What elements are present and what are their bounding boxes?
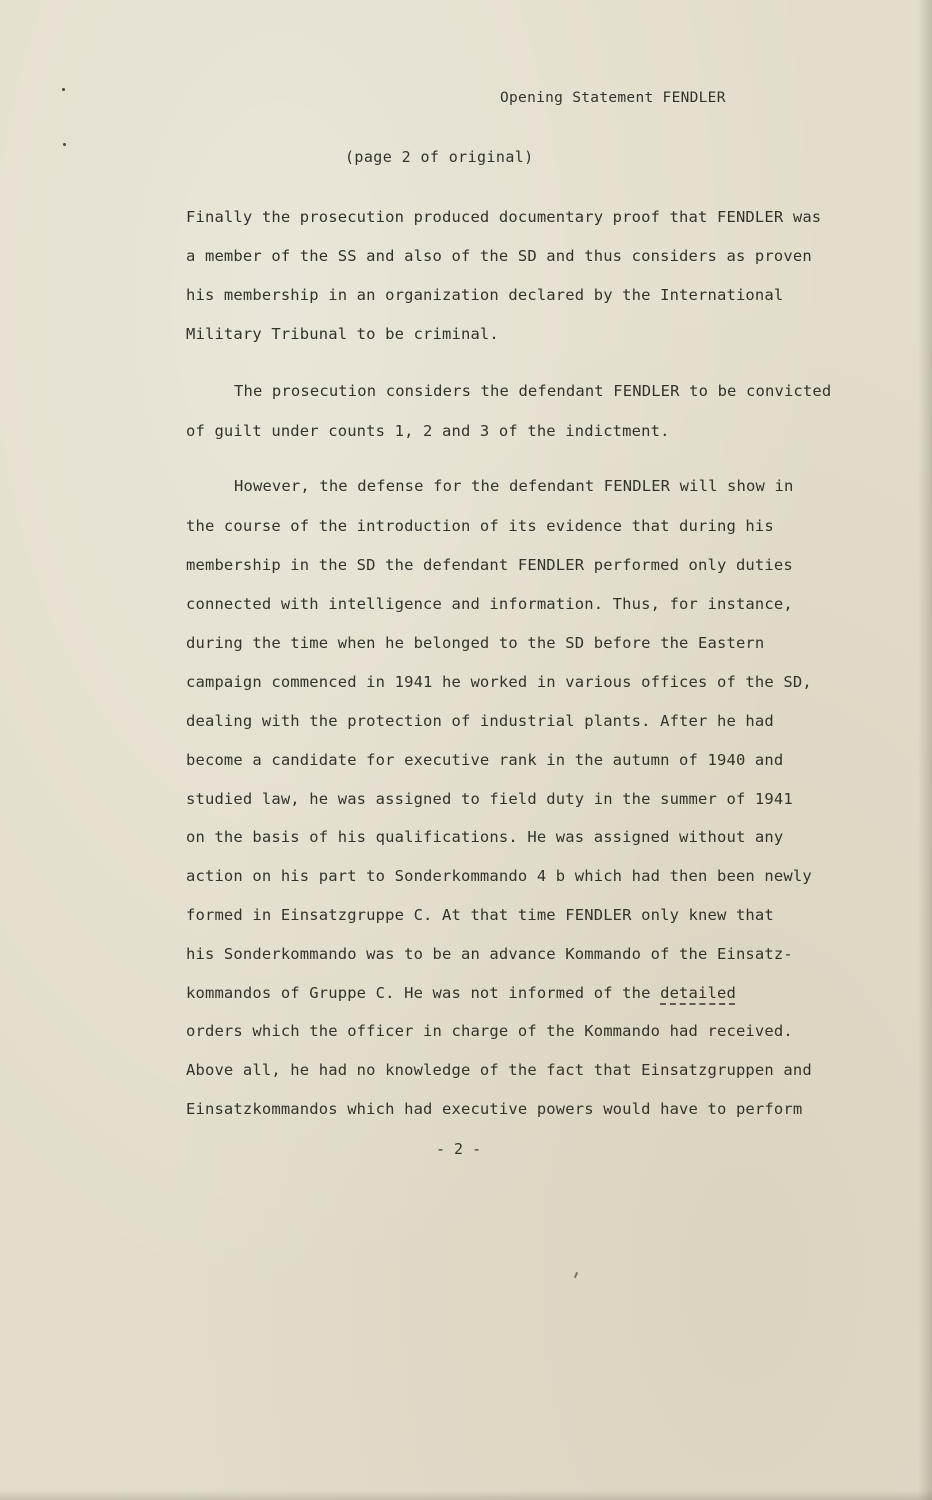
text-line: Einsatzkommandos which had executive powers would have to perform: [186, 1100, 803, 1118]
page-number: - 2 -: [436, 1140, 482, 1158]
text-line: [186, 983, 736, 1003]
text-line: his membership in an organization declared by the International: [186, 286, 784, 304]
text-segment: kommandos of Gruppe C. He was not informed of the: [186, 984, 661, 1002]
document-header: Opening Statement FENDLER: [500, 90, 726, 106]
text-line: his Sonderkommando was to be an advance Kommando of the Einsatz-: [186, 945, 793, 963]
text-line: a member of the SS and also of the SD and thus considers as proven: [186, 247, 812, 265]
document-subheader: (page 2 of original): [345, 148, 534, 166]
text-line: Military Tribunal to be criminal.: [186, 325, 499, 343]
page-bottom-shadow: [0, 1490, 932, 1500]
text-line: dealing with the protection of industrial plants. After he had: [186, 712, 774, 730]
text-line: campaign commenced in 1941 he worked in various offices of the SD,: [186, 673, 812, 691]
text-line: However, the defense for the defendant FENDLER will show in: [234, 477, 794, 495]
text-line: connected with intelligence and information. Thus, for instance,: [186, 595, 793, 613]
text-line: orders which the officer in charge of the Kommando had received.: [186, 1022, 793, 1040]
text-line: Finally the prosecution produced documentary proof that FENDLER was: [186, 208, 822, 226]
paper-speck: [62, 88, 65, 91]
paper-speck: [63, 143, 66, 146]
text-line: of guilt under counts 1, 2 and 3 of the indictment.: [186, 422, 670, 440]
text-line: action on his part to Sonderkommando 4 b which had then been newly: [186, 867, 812, 885]
text-line: on the basis of his qualifications. He was assigned without any: [186, 828, 784, 846]
text-line: become a candidate for executive rank in the autumn of 1940 and: [186, 751, 784, 769]
text-line: formed in Einsatzgruppe C. At that time FENDLER only knew that: [186, 906, 774, 924]
underlined-word: detailed: [660, 984, 736, 1002]
text-line: The prosecution considers the defendant FENDLER to be convicted: [234, 382, 832, 400]
paper-mark: [574, 1272, 578, 1278]
text-line: the course of the introduction of its evidence that during his: [186, 517, 774, 535]
text-line: membership in the SD the defendant FENDLER performed only duties: [186, 556, 793, 574]
text-line: during the time when he belonged to the SD before the Eastern: [186, 634, 765, 652]
text-line: Above all, he had no knowledge of the fact that Einsatzgruppen and: [186, 1061, 812, 1079]
page-edge-shadow: [918, 0, 932, 1500]
text-line: studied law, he was assigned to field duty in the summer of 1941: [186, 790, 793, 808]
